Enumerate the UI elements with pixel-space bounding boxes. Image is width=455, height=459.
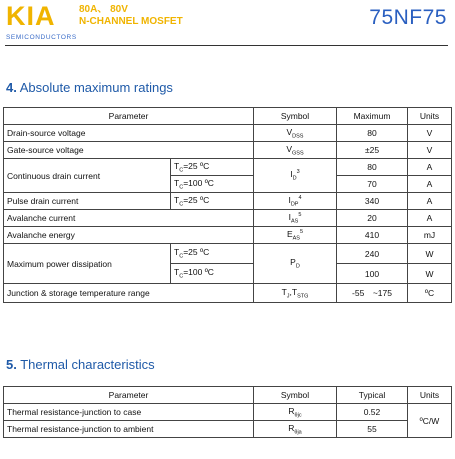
condition-cell: $T_C=100$ ºC (171, 176, 254, 193)
table-row (4, 421, 452, 438)
table-row (4, 193, 452, 210)
unit-cell: V (408, 125, 452, 142)
column-header: Symbol (254, 108, 337, 125)
header-divider (5, 45, 448, 46)
table-row (4, 142, 452, 159)
value-cell: 80 (337, 125, 408, 142)
param-cell: Continuous drain current (4, 159, 171, 193)
column-header: Parameter (4, 108, 254, 125)
param-cell: Avalanche energy (4, 227, 254, 244)
company-logo: KIA (6, 1, 56, 31)
table-row (4, 210, 452, 227)
section-4-title (6, 80, 173, 95)
absolute-ratings-table (3, 107, 452, 303)
section-number: 5. (6, 357, 17, 372)
symbol-cell: $T_J,T_{STG}$ (254, 284, 337, 303)
symbol-cell: $I_{DP}^4$ (254, 193, 337, 210)
condition-cell: $T_C=25$ ºC (171, 159, 254, 176)
condition-cell: $T_C=100$ ºC (171, 264, 254, 284)
unit-cell: ºC/W (408, 404, 452, 438)
column-header: Units (408, 387, 452, 404)
value-cell: 70 (337, 176, 408, 193)
param-cell: Thermal resistance-junction to ambient (4, 421, 254, 438)
condition-cell: $T_C=25$ ºC (171, 193, 254, 210)
value-cell: -55 ~175 (337, 284, 408, 303)
symbol-cell: $I_{AS}^5$ (254, 210, 337, 227)
value-cell: 20 (337, 210, 408, 227)
condition-cell: $T_C=25$ ºC (171, 244, 254, 264)
column-header: Typical (337, 387, 408, 404)
unit-cell: A (408, 159, 452, 176)
value-cell: 340 (337, 193, 408, 210)
part-number: 75NF75 (369, 6, 447, 29)
unit-cell: W (408, 244, 452, 264)
spec-type: N-CHANNEL MOSFET (79, 16, 183, 27)
value-cell: 410 (337, 227, 408, 244)
datasheet-header (0, 0, 455, 44)
section-number: 4. (6, 80, 17, 95)
symbol-cell: $R_{\theta jc}$ (254, 404, 337, 421)
table-row (4, 159, 452, 176)
unit-cell: mJ (408, 227, 452, 244)
table-row (4, 125, 452, 142)
symbol-cell: $V_{DSS}$ (254, 125, 337, 142)
table-row (4, 227, 452, 244)
value-cell: 100 (337, 264, 408, 284)
section-title-text: Absolute maximum ratings (19, 80, 173, 95)
spec-summary (79, 4, 183, 28)
value-cell: 80 (337, 159, 408, 176)
symbol-cell: $V_{GSS}$ (254, 142, 337, 159)
param-cell: Thermal resistance-junction to case (4, 404, 254, 421)
section-5-title (6, 357, 155, 372)
param-cell: Avalanche current (4, 210, 254, 227)
table-header-row (4, 108, 452, 125)
param-cell: Junction & storage temperature range (4, 284, 254, 303)
table-row (4, 404, 452, 421)
logo-subtitle: SEMICONDUCTORS (6, 34, 77, 41)
param-cell: Gate-source voltage (4, 142, 254, 159)
unit-cell: W (408, 264, 452, 284)
symbol-cell: $I_D^3$ (254, 159, 337, 193)
unit-cell: A (408, 193, 452, 210)
unit-cell: V (408, 142, 452, 159)
symbol-cell: $E_{AS}^5$ (254, 227, 337, 244)
spec-rating: 80A、 80V (79, 4, 128, 15)
unit-cell: A (408, 210, 452, 227)
column-header: Maximum (337, 108, 408, 125)
unit-cell: A (408, 176, 452, 193)
table-row (4, 284, 452, 303)
column-header: Units (408, 108, 452, 125)
table-header-row (4, 387, 452, 404)
unit-cell: ºC (408, 284, 452, 303)
thermal-table (3, 386, 452, 438)
value-cell: 0.52 (337, 404, 408, 421)
param-cell: Maximum power dissipation (4, 244, 171, 284)
param-cell: Pulse drain current (4, 193, 171, 210)
table-row (4, 244, 452, 264)
value-cell: ±25 (337, 142, 408, 159)
symbol-cell: $P_D$ (254, 244, 337, 284)
column-header: Parameter (4, 387, 254, 404)
value-cell: 55 (337, 421, 408, 438)
symbol-cell: $R_{\theta ja}$ (254, 421, 337, 438)
section-title-text: Thermal characteristics (20, 357, 155, 372)
value-cell: 240 (337, 244, 408, 264)
param-cell: Drain-source voltage (4, 125, 254, 142)
column-header: Symbol (254, 387, 337, 404)
